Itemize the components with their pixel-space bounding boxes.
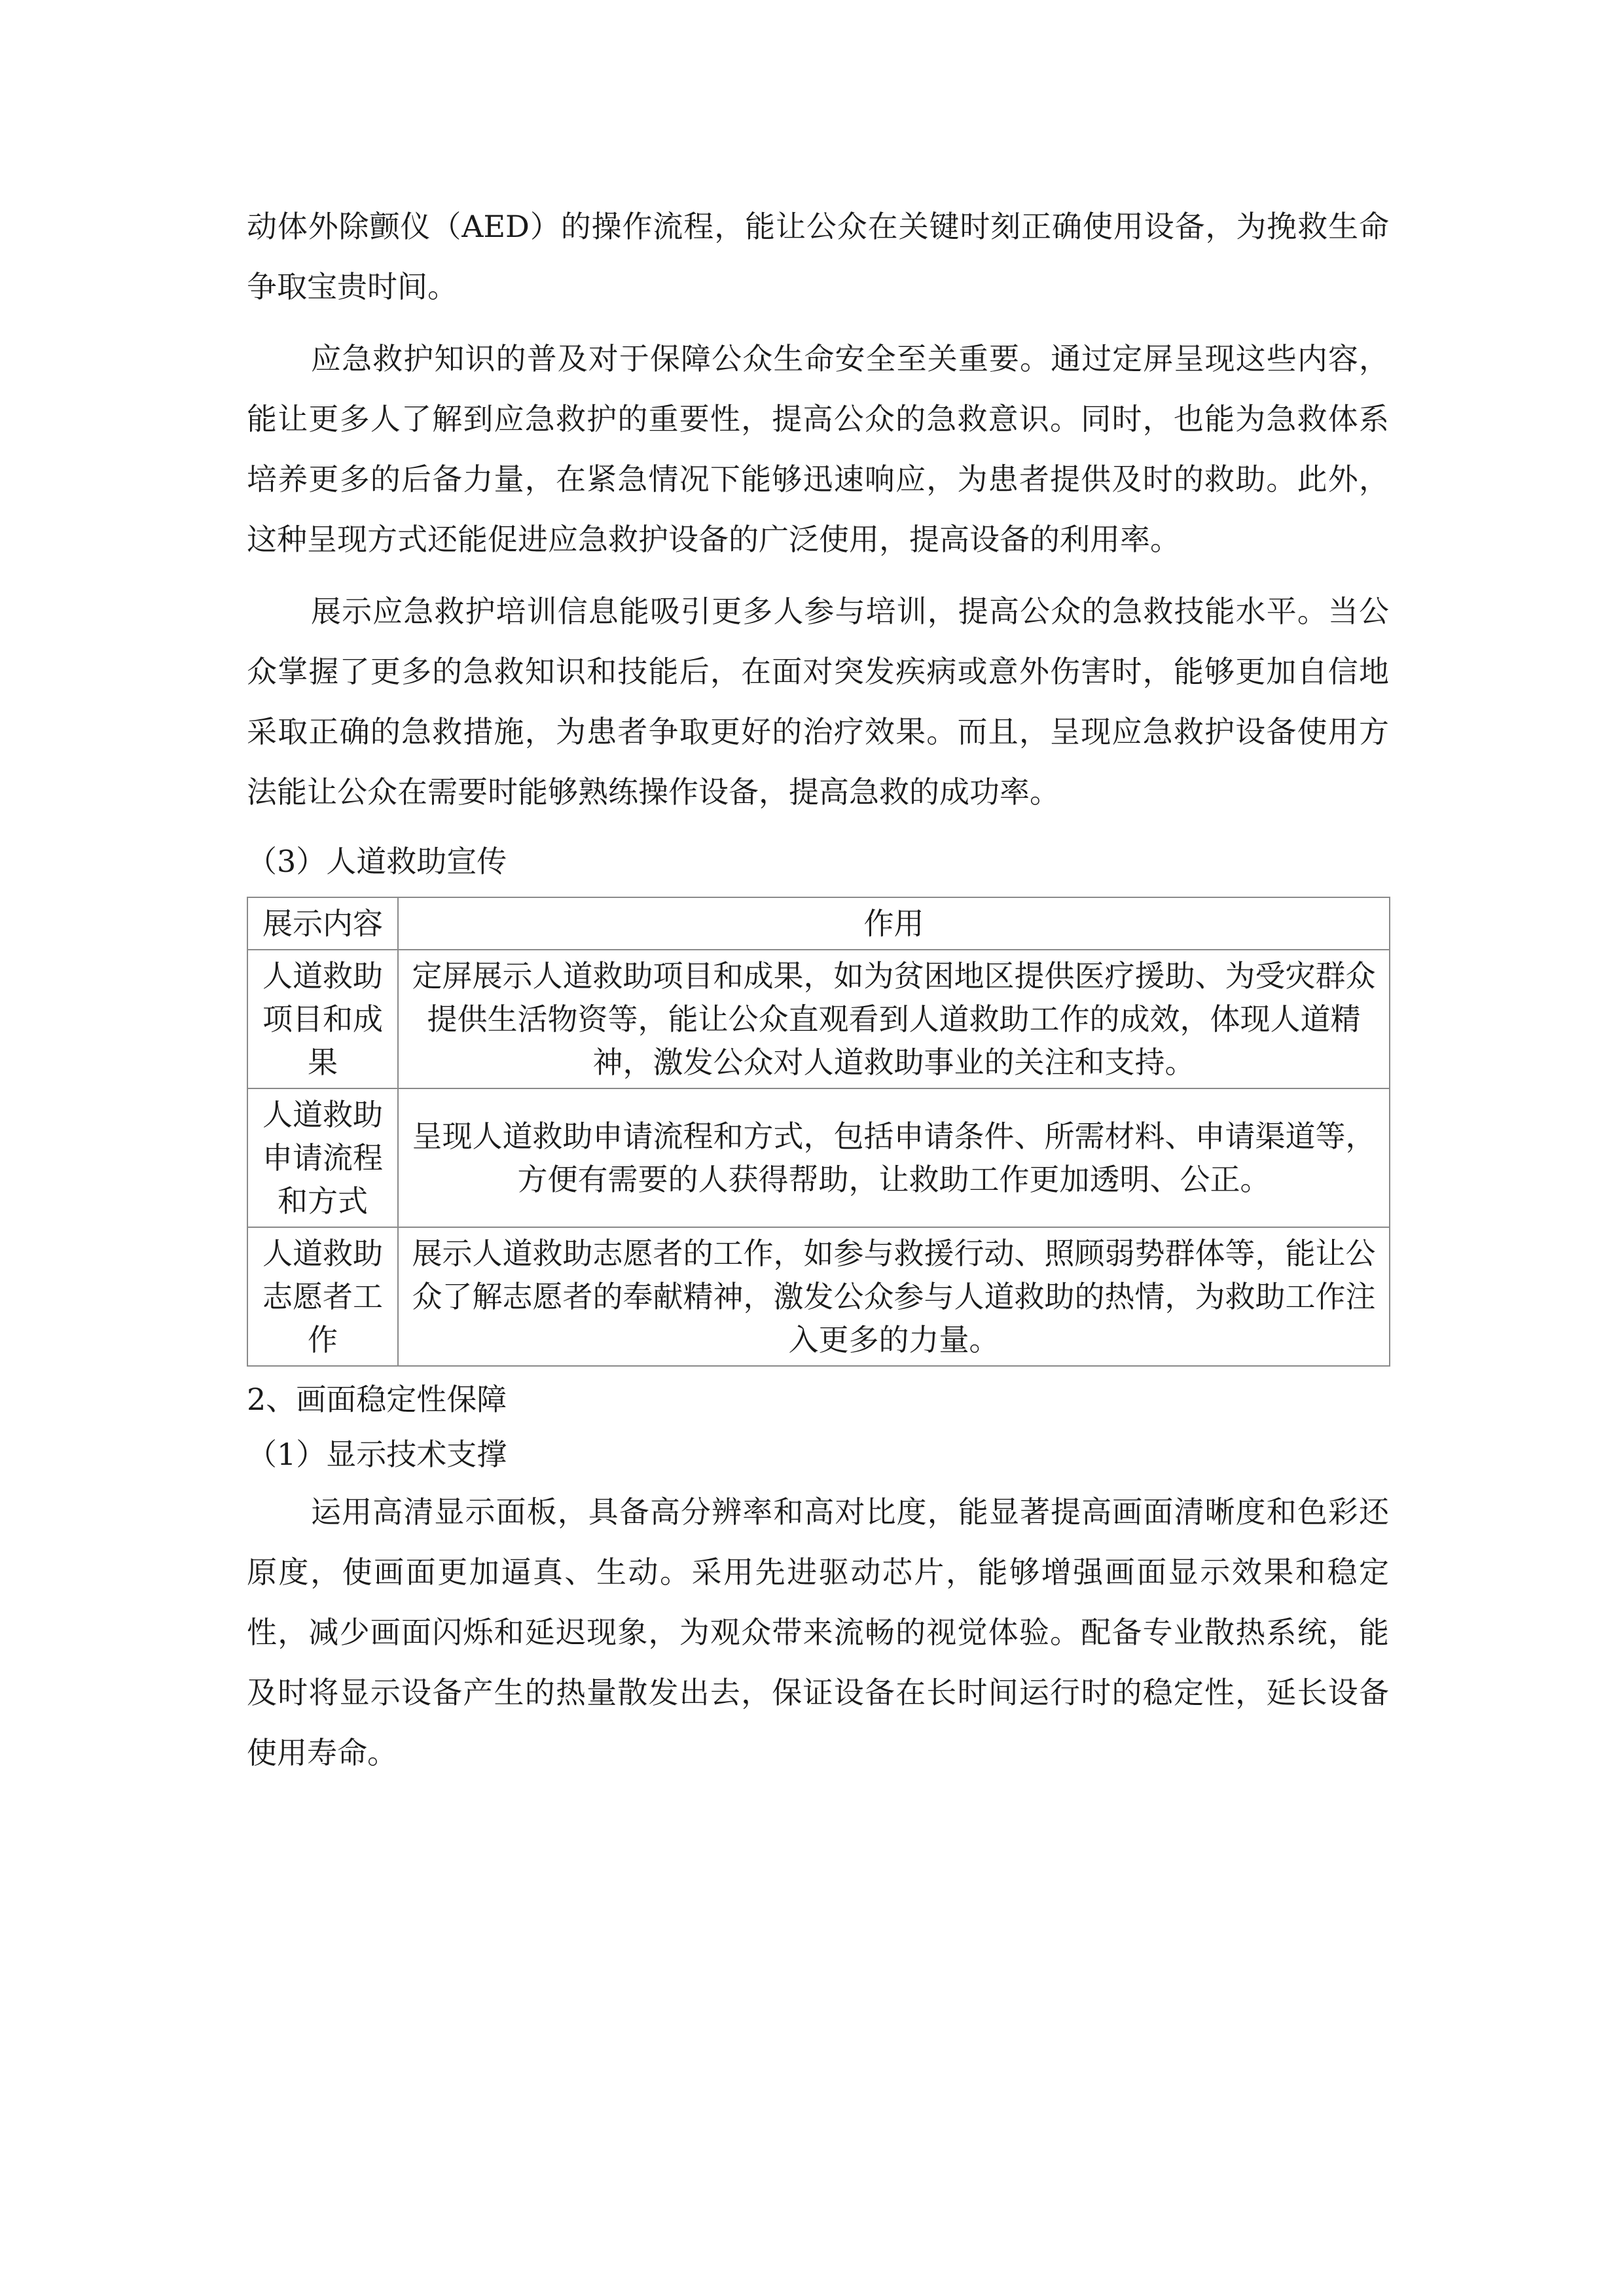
paragraph-first-aid-training: 展示应急救护培训信息能吸引更多人参与培训，提高公众的急救技能水平。当公众掌握了更多的急救知识和技能后，在面对突发疾病或意外伤害时，能够更加自信地采取正确的急救措施，为患者争取更好的治疗效果。而且，呈现应急救护设备使用方法能让公众在需要时能够熟练操作设备，提高急救的成功率。	[247, 594, 1389, 810]
table-row	[247, 1088, 1390, 1227]
paragraph-aed: 动体外除颤仪（AED）的操作流程，能让公众在关键时刻正确使用设备，为挽救生命争取宝贵时间。	[247, 209, 1389, 304]
table-cell-effect: 定屏展示人道救助项目和成果，如为贫困地区提供医疗援助、为受灾群众提供生活物资等，能让公众直观看到人道救助工作的成效，体现人道精神，激发公众对人道救助事业的关注和支持。	[398, 950, 1390, 1088]
humanitarian-aid-table	[247, 897, 1390, 1367]
table-row	[247, 1227, 1390, 1366]
table-cell-effect: 呈现人道救助申请流程和方式，包括申请条件、所需材料、申请渠道等，方便有需要的人获得帮助，让救助工作更加透明、公正。	[398, 1088, 1390, 1227]
table-row	[247, 950, 1390, 1088]
table-header-row	[247, 897, 1390, 950]
table-cell-item: 人道救助项目和成果	[247, 950, 398, 1088]
table-cell-effect: 展示人道救助志愿者的工作，如参与救援行动、照顾弱势群体等，能让公众了解志愿者的奉献精神，激发公众参与人道救助的热情，为救助工作注入更多的力量。	[398, 1227, 1390, 1366]
table-cell-item: 人道救助申请流程和方式	[247, 1088, 398, 1227]
document-page	[247, 196, 1389, 1795]
table-header-effect: 作用	[398, 897, 1390, 950]
table-header-content: 展示内容	[247, 897, 398, 950]
subsection-1-heading: （1）显示技术支撑	[247, 1437, 507, 1472]
paragraph-display-technology: 运用高清显示面板，具备高分辨率和高对比度，能显著提高画面清晰度和色彩还原度，使画面更加逼真、生动。采用先进驱动芯片，能够增强画面显示效果和稳定性，减少画面闪烁和延迟现象，为观众带来流畅的视觉体验。配备专业散热系统，能及时将显示设备产生的热量散发出去，保证设备在长时间运行时的稳定性，延长设备使用寿命。	[247, 1494, 1389, 1770]
section-3-heading: （3）人道救助宣传	[247, 844, 507, 879]
paragraph-first-aid-knowledge: 应急救护知识的普及对于保障公众生命安全至关重要。通过定屏呈现这些内容，能让更多人了解到应急救护的重要性，提高公众的急救意识。同时，也能为急救体系培养更多的后备力量，在紧急情况下能够迅速响应，为患者提供及时的救助。此外，这种呈现方式还能促进应急救护设备的广泛使用，提高设备的利用率。	[247, 341, 1389, 557]
section-2-heading: 2、画面稳定性保障	[247, 1382, 507, 1417]
table-cell-item: 人道救助志愿者工作	[247, 1227, 398, 1366]
